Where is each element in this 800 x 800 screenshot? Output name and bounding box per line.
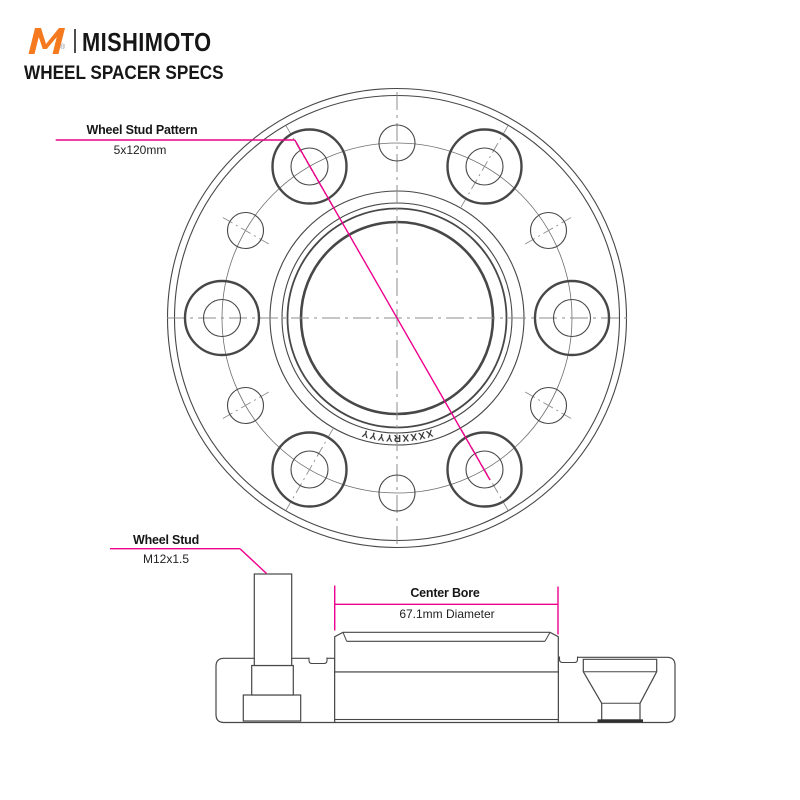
stud-knurl bbox=[252, 666, 294, 696]
front-view bbox=[167, 89, 627, 548]
stud-pattern-value: 5x120mm bbox=[113, 143, 167, 157]
center-bore-value: 67.1mm Diameter bbox=[399, 607, 495, 621]
center-bore-label: Center Bore bbox=[410, 586, 480, 600]
wheel-stud-section bbox=[243, 574, 300, 721]
wheel-stud-leader bbox=[240, 549, 267, 574]
countersunk-hole bbox=[583, 659, 656, 720]
relief-groove-right bbox=[560, 657, 578, 663]
stud-head bbox=[243, 695, 300, 721]
part-marking-text: XXXXRYYYY bbox=[359, 426, 435, 443]
page-title: WHEEL SPACER SPECS bbox=[24, 62, 224, 84]
center-bore-section bbox=[335, 672, 559, 720]
hub-lip-profile bbox=[335, 632, 559, 672]
registered-mark: ® bbox=[60, 44, 66, 51]
brand-name: MISHIMOTO bbox=[82, 27, 212, 57]
relief-groove-left bbox=[309, 658, 327, 664]
stud-shaft bbox=[254, 574, 291, 666]
stud-pattern-label: Wheel Stud Pattern bbox=[86, 123, 198, 137]
wheel-stud-value: M12x1.5 bbox=[142, 552, 190, 566]
wheel-stud-label: Wheel Stud bbox=[132, 532, 200, 547]
